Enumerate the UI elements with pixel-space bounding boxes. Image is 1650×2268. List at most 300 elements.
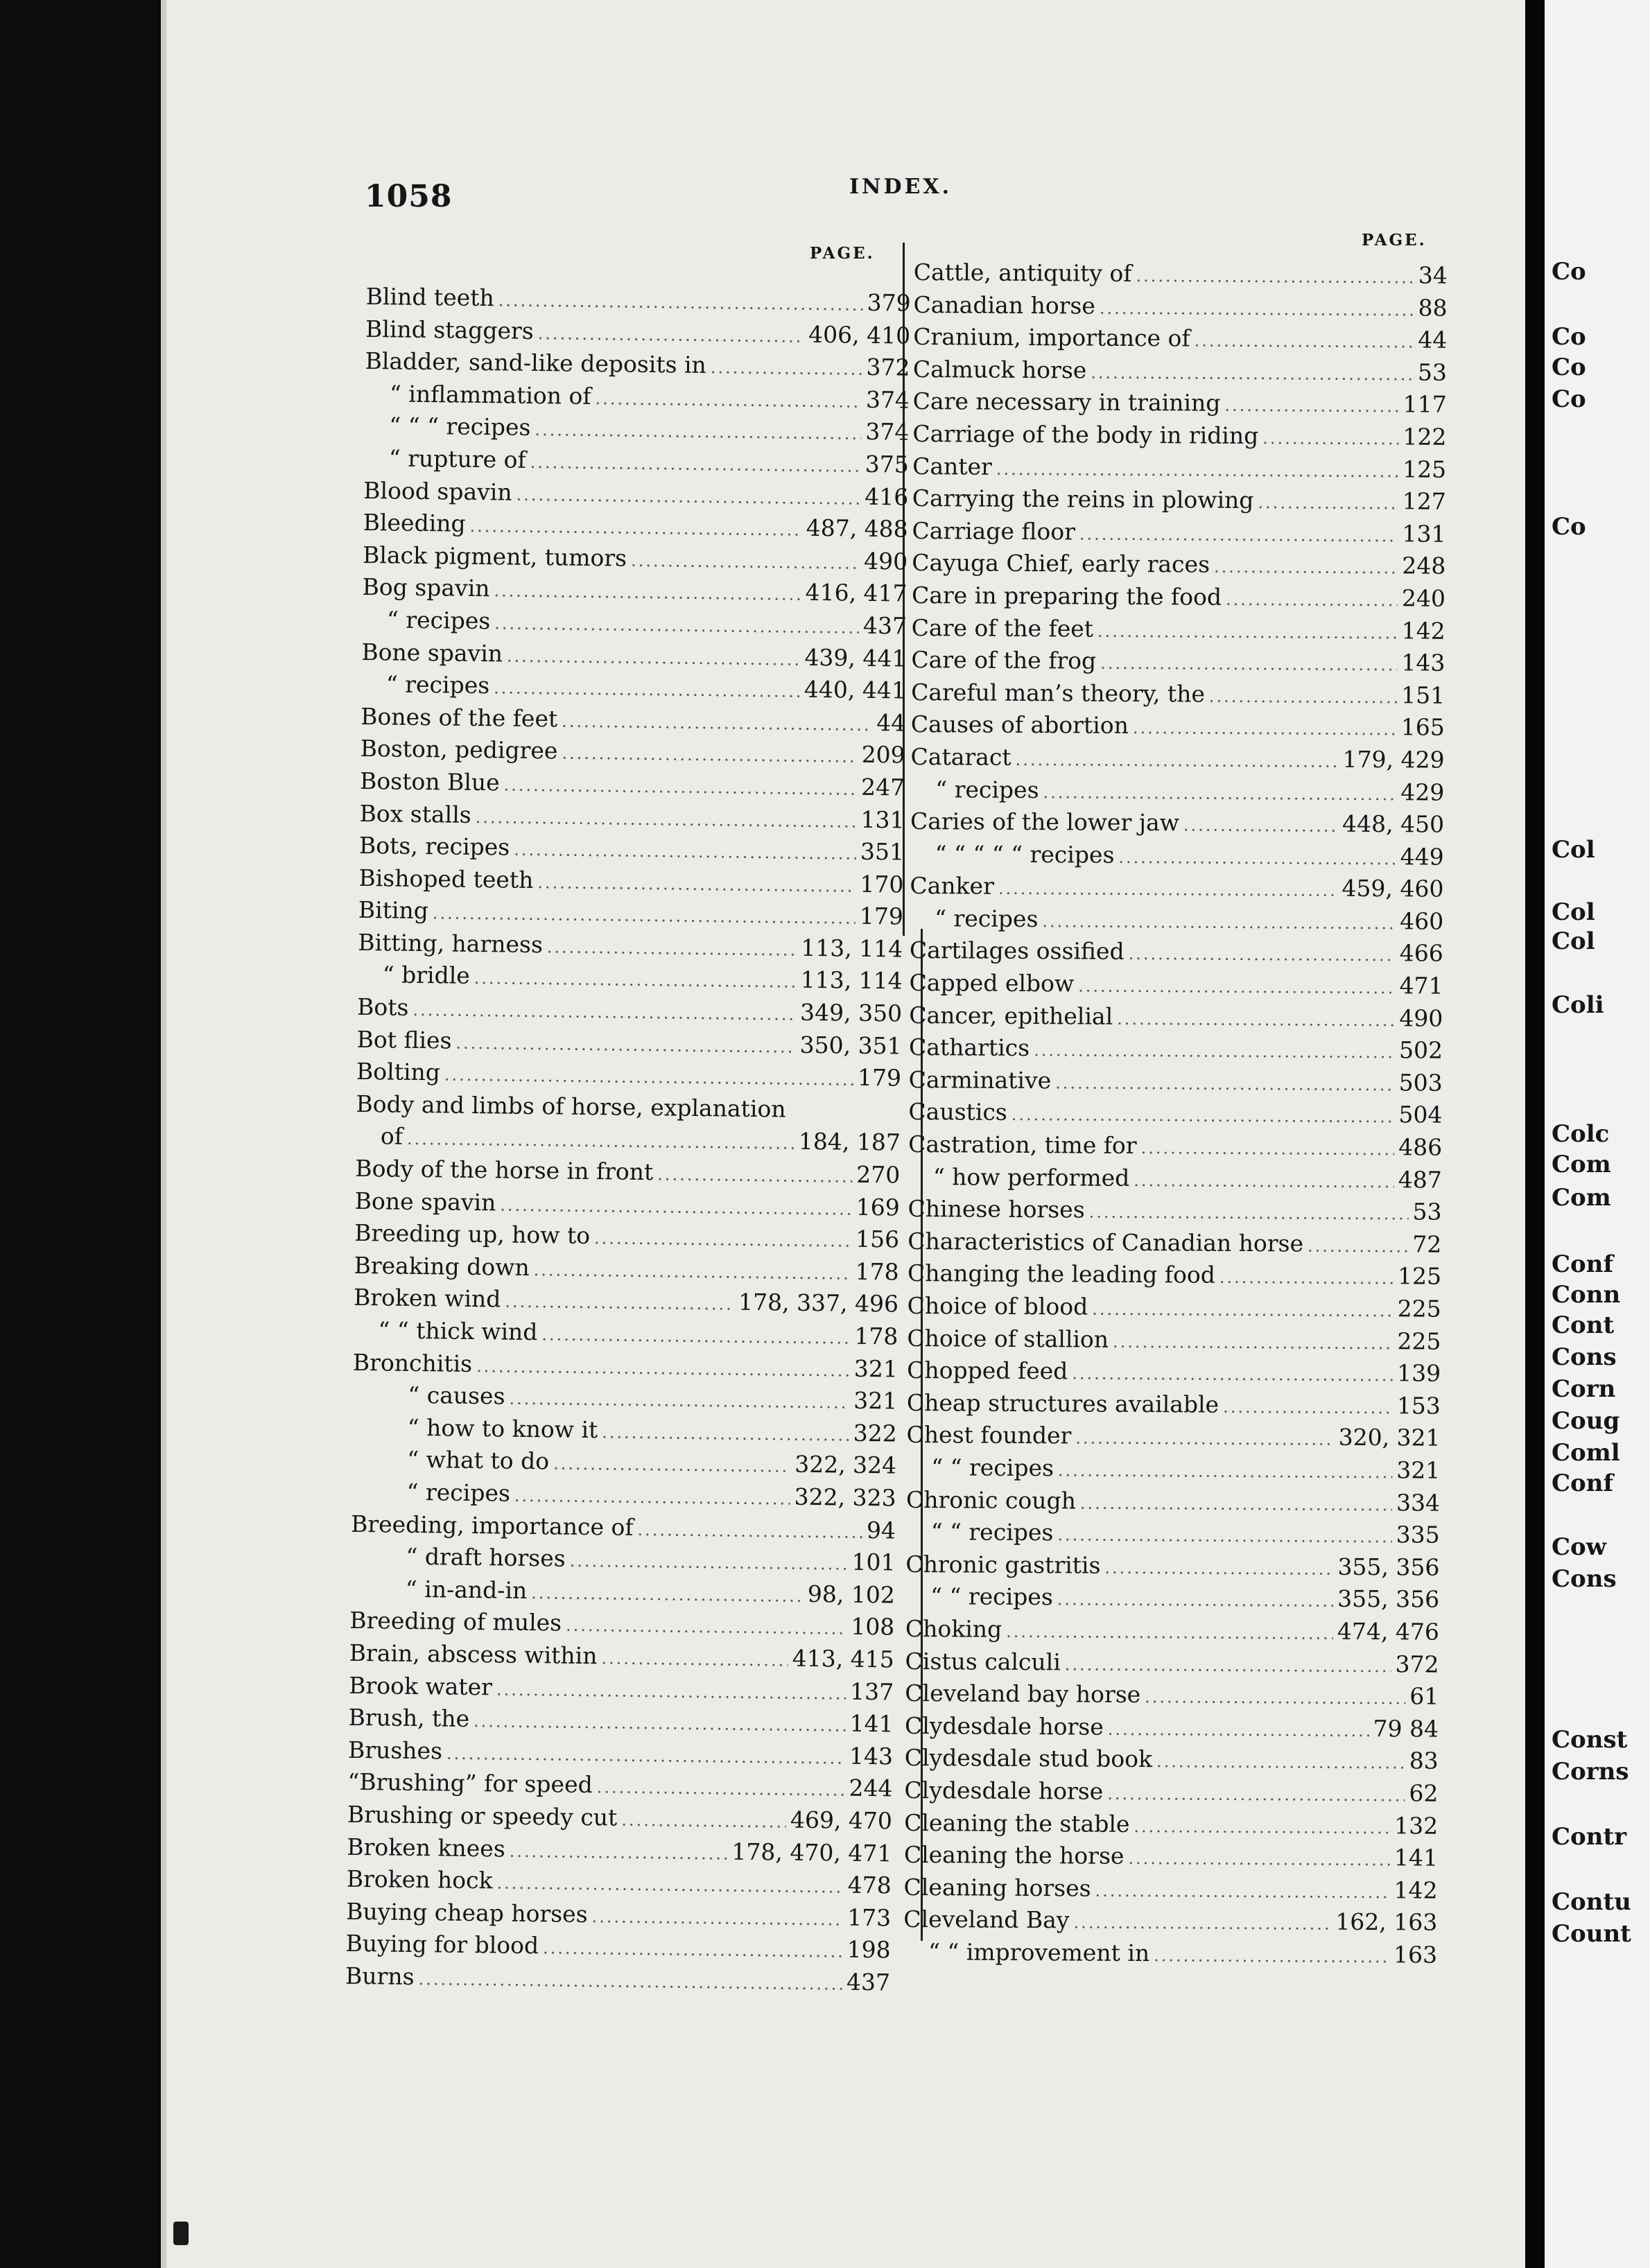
index-entry-pages: 125 [1402,455,1447,483]
index-entry-pages: 416 [865,482,909,511]
page-number: 1058 [365,179,453,214]
index-entry-term: Canker [910,872,995,900]
index-entry-term: “ bridle [382,961,471,990]
index-entry [912,482,1446,518]
leader-dots [1195,325,1414,359]
index-entry-pages: 502 [1398,1036,1443,1064]
index-entry-pages: 170 [860,870,904,898]
index-entry-term: Box stalls [359,799,471,828]
index-entry [912,547,1445,582]
index-entry-term: “ what to do [406,1446,550,1475]
index-entry-pages: 173 [846,1903,892,1932]
index-entry [910,805,1444,841]
index-entry-term: Blood spavin [363,476,512,506]
index-entry-term: Care necessary in training [912,387,1221,417]
index-entry [911,644,1445,679]
leader-dots [1133,712,1397,746]
index-entry-pages: 487 [1398,1165,1442,1194]
index-entry-term: Carriage floor [912,516,1076,546]
leader-dots [1145,1681,1405,1715]
leader-dots [1075,1422,1335,1456]
index-entry [912,451,1446,486]
leader-dots [1092,1293,1393,1327]
leader-dots [621,1804,786,1838]
index-entry [912,515,1445,550]
index-entry [906,1419,1440,1454]
index-entry-pages: 379 [867,288,911,317]
leader-dots [1057,1519,1392,1553]
index-entry-pages: 350, 351 [799,1031,902,1060]
index-entry-pages: 487, 488 [806,514,908,543]
index-entry-pages: 44 [1418,326,1448,354]
index-entry-pages: 439, 441 [804,643,907,672]
facing-page-fragment: Count [1552,1920,1631,1948]
index-entry [904,1774,1438,1810]
facing-page-fragment: Conn [1552,1281,1621,1309]
index-entry [908,1096,1442,1131]
index-entry-pages: 486 [1398,1133,1443,1161]
facing-page-fragment: Colc [1552,1120,1610,1148]
index-entry [903,1872,1437,1907]
index-entry [905,1742,1439,1777]
index-entry-term: Bone spavin [361,638,503,667]
index-entry-pages: 178, 470, 471 [731,1838,892,1867]
index-entry-pages: 374 [865,385,910,414]
index-entry-term: “ recipes [935,905,1039,932]
leader-dots [637,1513,862,1549]
index-entry-pages: 471 [1399,972,1443,1000]
leader-dots [1072,1358,1393,1392]
leader-dots [594,1222,852,1257]
index-entry-pages: 244 [849,1774,893,1802]
leader-dots [509,1835,727,1869]
index-entry-pages: 53 [1417,358,1448,386]
index-entry [913,321,1447,356]
index-entry-term: Cranium, importance of [913,323,1190,352]
index-entry-pages: 355, 356 [1337,1585,1440,1614]
leader-dots [533,1254,851,1290]
index-entry-pages: 504 [1398,1101,1443,1129]
leader-dots [474,962,797,998]
index-entry-pages: 34 [1418,261,1448,289]
index-entry-term: Choking [905,1614,1002,1643]
index-entry-term: Cleaning horses [903,1873,1091,1902]
index-entry-pages: 469, 470 [790,1806,893,1835]
facing-page-fragment: Co [1552,513,1586,541]
leader-dots [1042,905,1396,940]
index-entry-term: Breeding, importance of [350,1510,634,1541]
leader-dots [1034,1034,1395,1069]
leader-dots [1262,422,1398,455]
leader-dots [1308,1230,1409,1262]
index-entry-term: Bronchitis [352,1348,473,1377]
leader-dots [1214,551,1398,584]
leader-dots [1057,1584,1334,1618]
index-column-right [903,256,1448,1971]
index-entry-term: Bishoped teeth [358,864,534,893]
index-entry-term: Chronic cough [905,1485,1077,1515]
leader-dots [418,1963,842,2000]
index-entry-pages: 127 [1402,487,1446,515]
ink-blot [173,2222,189,2245]
index-entry-term: Brook water [349,1671,493,1700]
index-entry-term: Caustics [908,1098,1007,1126]
leader-dots [1065,1648,1391,1682]
index-entry [908,1290,1441,1325]
leader-dots [1006,1616,1333,1650]
index-entry-term: Careful man’s theory, the [911,678,1206,708]
leader-dots [543,1933,843,1969]
index-entry-pages: 355, 356 [1337,1553,1440,1581]
index-entry-term: Breeding of mules [349,1607,562,1637]
index-entry [907,1387,1441,1422]
index-entry-term: Bones of the feet [361,702,558,733]
leader-dots [1113,1325,1393,1359]
index-entry [904,1839,1438,1874]
index-entry [912,579,1445,615]
index-entry-term: “ causes [408,1381,505,1410]
index-entry-pages: 88 [1418,294,1448,322]
facing-page-fragment: Contu [1552,1888,1631,1916]
leader-dots [562,705,873,741]
index-entry-pages: 141 [1393,1844,1439,1872]
index-entry-pages: 335 [1396,1521,1440,1549]
index-entry-pages: 179 [859,902,904,930]
index-entry [906,1451,1440,1487]
index-entry-term: “ how to know it [407,1413,598,1443]
index-entry-pages: 321 [853,1386,898,1415]
index-entry-term: Blind staggers [365,315,534,344]
leader-dots [1183,809,1338,842]
index-entry-pages: 466 [1399,939,1443,968]
index-column-left [345,281,911,1999]
index-entry-term: Body of the horse in front [355,1154,654,1186]
index-entry-term: “ recipes [385,670,490,699]
facing-page-fragment: Com [1552,1184,1611,1212]
index-entry-term: Clydesdale stud book [904,1744,1153,1773]
index-entry-term: Canadian horse [913,290,1096,320]
index-entry-term: Bladder, sand-like deposits in [365,347,707,379]
index-entry-term: Chronic gastritis [905,1550,1101,1579]
index-entry-term: Cistus calculi [905,1647,1061,1675]
leader-dots [455,1027,796,1063]
index-entry-pages: 165 [1400,713,1445,742]
index-entry-pages: 143 [849,1742,894,1770]
index-entry-pages: 490 [863,547,908,575]
index-entry-pages: 413, 415 [792,1644,894,1673]
index-entry-pages: 209 [861,741,905,769]
index-entry-term: Capped elbow [909,969,1075,997]
index-entry-term: Cattle, antiquity of [913,258,1132,287]
leader-dots [498,284,862,321]
index-entry-pages: 108 [851,1613,895,1641]
index-entry-pages: 270 [856,1160,901,1189]
leader-dots [530,446,861,482]
leader-dots [507,640,801,676]
index-entry-term: “ “ recipes [930,1518,1054,1546]
index-entry-pages: 131 [860,805,905,834]
index-entry [909,1000,1443,1035]
index-entry-term: Choice of blood [907,1291,1088,1320]
index-entry-pages: 94 [866,1516,896,1544]
index-entry-term: Care in preparing the food [911,581,1222,611]
facing-page-fragment: Cont [1552,1311,1615,1339]
index-entry [905,1710,1439,1745]
index-entry-pages: 320, 321 [1338,1424,1441,1452]
index-entry-term: Cancer, epithelial [909,1001,1113,1030]
index-entry-pages: 83 [1409,1747,1439,1774]
index-entry [907,1323,1441,1358]
index-entry-term: Brushes [347,1736,443,1765]
index-entry-term: Body and limbs of horse, explanation [356,1090,786,1123]
index-entry-pages: 248 [1402,552,1446,580]
leader-dots [1058,1454,1393,1489]
index-entry-term: Broken knees [347,1833,506,1863]
index-entry-pages: 169 [856,1193,900,1221]
leader-dots [1223,1391,1393,1424]
index-entry [905,1549,1439,1584]
index-entry [908,1193,1441,1228]
index-entry-pages: 141 [849,1709,894,1738]
leader-dots [1140,1132,1394,1166]
index-entry-pages: 198 [846,1935,891,1964]
index-entry [910,838,1444,873]
index-entry [905,1580,1439,1616]
index-entry-term: Changing the leading food [907,1259,1216,1289]
leader-dots [1095,1874,1389,1908]
facing-page-fragment: Coli [1552,991,1604,1019]
index-entry-term: Bitting, harness [358,928,544,959]
index-entry-term: Cleaning the stable [904,1808,1130,1838]
index-entry-pages: 349, 350 [799,998,903,1027]
leader-dots [1134,1810,1390,1844]
leader-dots [503,769,857,805]
index-entry [905,1613,1439,1648]
index-entry [910,934,1443,970]
index-entry-term: Cleveland bay horse [905,1680,1141,1709]
index-entry-pages: 163 [1393,1941,1438,1969]
facing-page-fragment: Contr [1552,1823,1627,1851]
index-entry [903,1936,1437,1971]
leader-dots [505,1286,734,1321]
index-entry-pages: 142 [1393,1876,1438,1904]
index-entry [911,708,1445,744]
leader-dots [566,1610,847,1646]
index-entry-term: Cleaning the horse [903,1841,1124,1869]
index-entry-pages: 429 [1400,778,1445,806]
index-entry-term: Blind teeth [365,282,495,312]
index-entry-pages: 184, 187 [798,1128,901,1156]
page-column-header-left: PAGE. [810,244,875,263]
index-entry-term: Caries of the lower jaw [910,808,1180,837]
index-entry-term: Characteristics of Canadian horse [908,1227,1304,1257]
index-entry-term: Brain, abscess within [349,1639,598,1670]
leader-dots [1089,1196,1409,1230]
index-entry [913,289,1447,324]
index-entry-term: Carrying the reins in plowing [912,485,1254,514]
index-entry-pages: 449 [1400,842,1444,871]
index-entry-pages: 62 [1409,1779,1439,1807]
index-entry-term: “ “ recipes [930,1582,1053,1611]
index-entry-term: “ draft horses [406,1542,566,1572]
index-entry-term: Brushing or speedy cut [347,1800,618,1831]
index-entry [908,1128,1442,1164]
index-entry-pages: 474, 476 [1337,1617,1440,1646]
leader-dots [1104,1551,1333,1585]
index-entry-term: Bots [356,993,409,1021]
index-entry-pages: 372 [1395,1650,1439,1678]
leader-dots [1107,1778,1405,1812]
index-entry [904,1806,1438,1842]
index-entry-term: Cathartics [908,1033,1030,1062]
index-entry-pages: 122 [1402,423,1447,451]
index-entry-pages: 143 [1401,649,1445,677]
leader-dots [1156,1745,1405,1779]
leader-dots [1043,776,1396,811]
leader-dots [1134,1164,1394,1198]
index-entry [905,1645,1439,1680]
facing-page-fragment: Cons [1552,1565,1617,1593]
leader-dots [553,1448,791,1483]
index-entry-term: Boston Blue [359,767,500,796]
index-entry-term: Bot flies [356,1025,452,1054]
index-entry-term: Clydesdale horse [904,1776,1104,1805]
index-entry-pages: 225 [1397,1327,1441,1355]
index-entry-term: Black pigment, tumors [362,541,627,572]
index-entry-term: “ “ “ “ “ recipes [935,839,1115,869]
leader-dots [474,1705,846,1742]
index-entry-term: Chopped feed [907,1357,1068,1385]
index-entry-pages: 503 [1398,1069,1443,1097]
index-entry-pages: 162, 163 [1335,1908,1438,1936]
facing-page-fragment: Coug [1552,1407,1620,1435]
leader-dots [1055,1067,1395,1101]
index-entry-term: Canter [912,452,993,480]
index-entry-pages: 131 [1402,520,1446,548]
index-entry-pages: 448, 450 [1341,810,1445,838]
index-entry-term: “ in-and-in [405,1575,528,1604]
index-entry-term: Care of the feet [911,613,1094,643]
index-entry-term: “ “ improvement in [928,1938,1150,1966]
leader-dots [1080,1487,1392,1521]
index-entry-term: Cayuga Chief, early races [912,549,1210,578]
leader-dots [475,801,856,837]
leader-dots [494,607,859,644]
leader-dots [496,1673,846,1710]
index-entry-pages: 151 [1401,681,1445,709]
leader-dots [541,1318,851,1354]
leader-dots [657,1158,853,1193]
leader-dots [710,351,862,385]
index-entry-pages: 117 [1402,390,1447,419]
leader-dots [596,1772,844,1807]
leader-dots [602,1416,849,1451]
index-entry-pages: 460 [1400,907,1444,935]
index-entry-term: Causes of abortion [910,710,1129,740]
index-entry-pages: 240 [1401,584,1446,612]
index-entry-pages: 351 [860,837,905,866]
index-entry [914,256,1448,292]
index-entry-pages: 321 [853,1354,898,1383]
index-entry-pages: 179, 429 [1342,745,1445,774]
index-entry [913,354,1447,389]
index-entry-pages: 79 84 [1373,1714,1439,1743]
index-entry-pages: 178, 337, 496 [738,1289,899,1318]
index-entry-term: “ how performed [932,1162,1130,1192]
leader-dots [1011,1099,1395,1133]
index-entry-term: Chest founder [906,1421,1072,1449]
book-spine [1525,0,1545,2268]
facing-page-fragment: Conf [1552,1250,1614,1278]
index-entry-term: Biting [358,896,429,925]
index-entry-pages: 98, 102 [807,1580,896,1609]
index-entry-pages: 137 [849,1677,894,1705]
index-entry-term: “ recipes [406,1478,511,1507]
index-entry-term: Breaking down [354,1251,530,1281]
index-entry-term: Carminative [908,1065,1052,1094]
index-entry-term: Buying for blood [345,1930,539,1960]
leader-dots [1136,260,1414,294]
index-entry-pages: 440, 441 [804,675,907,704]
index-entry-term: of [380,1122,403,1151]
index-entry-pages: 247 [860,773,905,801]
index-entry-pages: 178 [854,1322,898,1350]
index-entry-pages: 322 [853,1419,897,1447]
index-entry [912,418,1446,453]
facing-page-fragment: Corns [1552,1758,1629,1786]
leader-dots [591,1901,843,1936]
index-entry-pages: 101 [851,1548,896,1576]
index-entry-term: Breeding up, how to [354,1219,591,1250]
index-entry-term: Bolting [356,1058,441,1086]
index-entry-term: Buying cheap horses [346,1897,588,1928]
leader-dots [1219,1262,1393,1295]
index-entry-pages: 322, 324 [794,1451,897,1479]
index-entry-term: “ recipes [935,775,1039,803]
leader-dots [1100,647,1397,681]
index-entry [905,1677,1439,1713]
index-entry-term: Bots, recipes [358,832,510,861]
index-entry-pages: 53 [1412,1198,1442,1225]
leader-dots [1226,584,1398,617]
index-entry-term: “ “ “ recipes [389,412,531,442]
facing-page-edge [1545,0,1650,2268]
facing-page-fragment: Cow [1552,1533,1607,1561]
index-entry [908,1225,1441,1261]
index-entry [913,385,1447,421]
index-entry-term: “ “ thick wind [378,1316,538,1346]
leader-dots [547,931,797,966]
index-entry-term: “ rupture of [388,444,527,473]
index-entry-pages: 490 [1399,1004,1443,1032]
leader-dots [1097,615,1398,649]
index-entry [906,1484,1440,1519]
leader-dots [1128,938,1395,972]
index-entry-pages: 321 [1396,1456,1441,1484]
leader-dots [476,1350,850,1387]
index-entry-pages: 72 [1412,1230,1442,1258]
index-entry-term: Clydesdale horse [904,1711,1104,1741]
index-entry-pages: 44 [876,708,906,737]
leader-dots [998,873,1338,907]
leader-dots [494,575,801,611]
leader-dots [1015,744,1338,778]
leader-dots [562,738,858,774]
leader-dots [1209,680,1397,713]
index-entry-pages: 322, 323 [794,1483,896,1512]
index-entry-term: Calmuck horse [912,355,1087,384]
index-entry [909,1064,1443,1099]
